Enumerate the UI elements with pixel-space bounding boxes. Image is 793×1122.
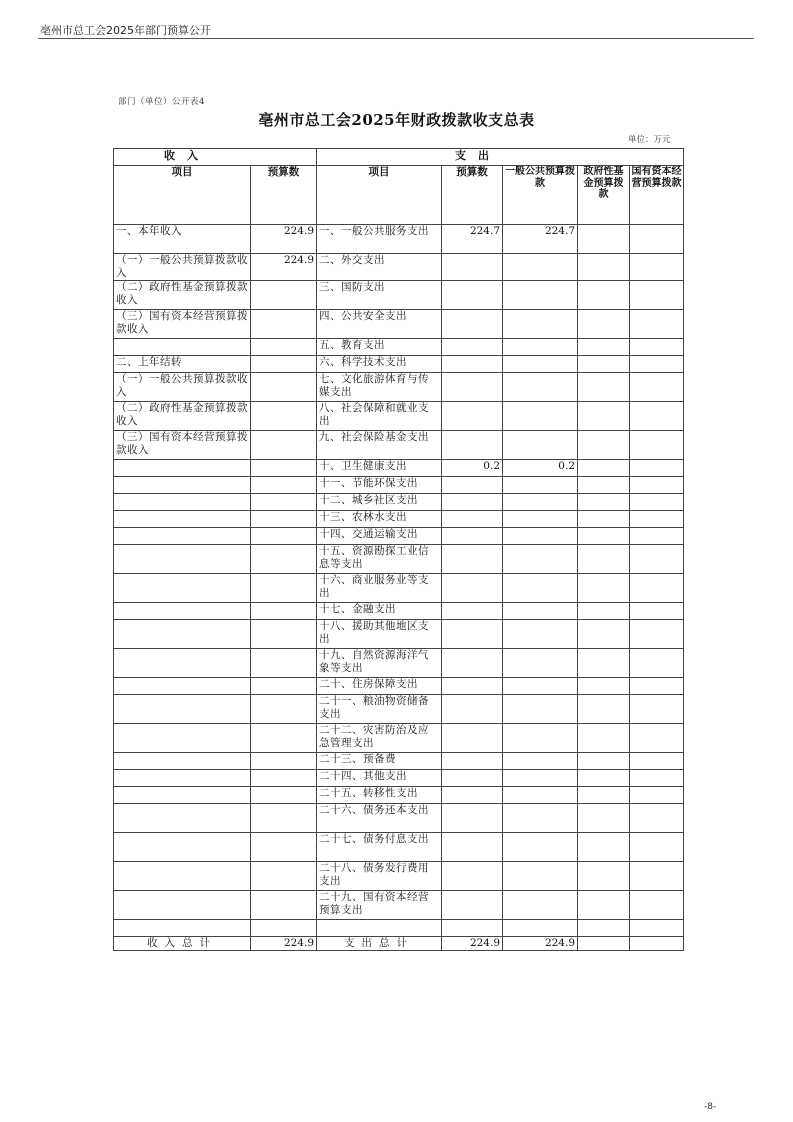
expense-budget-cell [442, 402, 503, 431]
table-row [114, 310, 684, 339]
fund-budget-cell [578, 225, 630, 254]
income-budget-cell [251, 920, 317, 937]
general-budget-cell [503, 511, 578, 528]
expense-item-cell [317, 920, 442, 937]
fund-budget-cell [578, 511, 630, 528]
general-budget-cell: 224.7 [503, 225, 578, 254]
expense-item-cell: 二十一、粮油物资储备支出 [317, 695, 442, 724]
fund-budget-cell [578, 494, 630, 511]
income-budget-cell [251, 804, 317, 833]
income-budget-cell [251, 402, 317, 431]
income-budget-cell [251, 574, 317, 603]
expense-item-cell: 十四、交通运输支出 [317, 528, 442, 545]
income-budget-cell [251, 603, 317, 620]
table-row [114, 620, 684, 649]
table-row [114, 753, 684, 770]
table-row [114, 724, 684, 753]
fund-budget-cell [578, 649, 630, 678]
general-budget-cell [503, 920, 578, 937]
general-budget-cell [503, 431, 578, 460]
state-capital-budget-cell [630, 402, 684, 431]
general-budget-cell [503, 254, 578, 281]
general-budget-cell: 0.2 [503, 460, 578, 477]
income-budget-cell [251, 724, 317, 753]
fund-budget-cell [578, 339, 630, 356]
fund-budget-cell [578, 920, 630, 937]
fund-budget-cell [578, 787, 630, 804]
state-capital-budget-cell [630, 494, 684, 511]
income-item-cell [114, 649, 251, 678]
table-row [114, 431, 684, 460]
income-budget-cell: 224.9 [251, 254, 317, 281]
income-item-cell: （二）政府性基金预算拨款收入 [114, 402, 251, 431]
expense-group-header: 支 出 [317, 149, 684, 166]
state-capital-budget-cell [630, 528, 684, 545]
fund-budget-cell [578, 574, 630, 603]
table-row [114, 356, 684, 373]
expense-item-cell: 十、卫生健康支出 [317, 460, 442, 477]
state-capital-budget-cell [630, 373, 684, 402]
income-item-cell [114, 724, 251, 753]
expense-budget-cell: 224.7 [442, 225, 503, 254]
state-capital-budget-cell [630, 339, 684, 356]
income-item-cell [114, 770, 251, 787]
expense-budget-cell [442, 695, 503, 724]
income-budget-cell [251, 649, 317, 678]
table-row [114, 254, 684, 281]
expense-item-cell: 二十四、其他支出 [317, 770, 442, 787]
fund-budget-cell [578, 356, 630, 373]
state-capital-budget-cell [630, 545, 684, 574]
general-budget-cell [503, 678, 578, 695]
table-tag: 部门（单位）公开表4 [118, 97, 205, 107]
general-budget-cell [503, 724, 578, 753]
income-item-cell: 一、本年收入 [114, 225, 251, 254]
expense-budget-cell [442, 770, 503, 787]
table-row [114, 511, 684, 528]
income-budget-cell [251, 833, 317, 862]
income-item-cell: （一）一般公共预算拨款收入 [114, 373, 251, 402]
state-capital-budget-cell [630, 620, 684, 649]
income-item-cell [114, 603, 251, 620]
expense-item-cell: 十三、农林水支出 [317, 511, 442, 528]
expense-budget-cell [442, 649, 503, 678]
state-capital-budget-cell [630, 920, 684, 937]
general-budget-cell [503, 649, 578, 678]
income-item-cell [114, 620, 251, 649]
expense-budget-cell [442, 753, 503, 770]
general-budget-cell [503, 891, 578, 920]
table-row [114, 804, 684, 833]
col-expense-budget: 预算数 [442, 166, 503, 225]
table-row [114, 477, 684, 494]
income-budget-cell [251, 310, 317, 339]
expense-budget-cell [442, 804, 503, 833]
expense-item-cell: 一、一般公共服务支出 [317, 225, 442, 254]
income-budget-cell [251, 770, 317, 787]
state-capital-budget-cell [630, 310, 684, 339]
income-budget-cell [251, 477, 317, 494]
state-capital-budget-cell [630, 254, 684, 281]
table-row [114, 770, 684, 787]
expense-budget-cell [442, 891, 503, 920]
general-budget-cell [503, 494, 578, 511]
unit-label: 单位：万元 [628, 135, 671, 145]
income-item-cell [114, 339, 251, 356]
state-capital-budget-cell [630, 649, 684, 678]
state-capital-budget-cell [630, 678, 684, 695]
income-budget-cell [251, 545, 317, 574]
expense-budget-cell [442, 920, 503, 937]
general-budget-cell [503, 356, 578, 373]
expense-item-cell: 十七、金融支出 [317, 603, 442, 620]
state-capital-budget-cell [630, 603, 684, 620]
expense-item-cell: 二十二、灾害防治及应急管理支出 [317, 724, 442, 753]
table-row [114, 225, 684, 254]
fund-budget-cell [578, 460, 630, 477]
income-group-header: 收 入 [114, 149, 317, 166]
general-budget-cell [503, 787, 578, 804]
general-budget-cell [503, 545, 578, 574]
col-expense-item: 项目 [317, 166, 442, 225]
fund-budget-cell [578, 620, 630, 649]
income-budget-cell [251, 620, 317, 649]
income-total-value: 224.9 [251, 937, 317, 951]
table-row [114, 494, 684, 511]
expense-item-cell: 二、外交支出 [317, 254, 442, 281]
general-budget-cell [503, 339, 578, 356]
expense-budget-cell [442, 545, 503, 574]
table-row [114, 678, 684, 695]
state-total-value [630, 937, 684, 951]
table-row [114, 460, 684, 477]
state-capital-budget-cell [630, 753, 684, 770]
income-item-cell [114, 891, 251, 920]
income-item-cell [114, 678, 251, 695]
group-header-row [114, 149, 684, 166]
fund-budget-cell [578, 695, 630, 724]
table-row [114, 862, 684, 891]
table-row [114, 545, 684, 574]
income-item-cell [114, 574, 251, 603]
expense-budget-cell [442, 511, 503, 528]
table-row [114, 787, 684, 804]
table-row [114, 603, 684, 620]
income-item-cell [114, 833, 251, 862]
expense-item-cell: 十五、资源勘探工业信息等支出 [317, 545, 442, 574]
state-capital-budget-cell [630, 787, 684, 804]
fund-budget-cell [578, 402, 630, 431]
expense-budget-cell [442, 787, 503, 804]
expense-item-cell: 六、科学技术支出 [317, 356, 442, 373]
expense-budget-cell [442, 254, 503, 281]
expense-budget-cell [442, 494, 503, 511]
state-capital-budget-cell [630, 862, 684, 891]
expense-item-cell: 二十三、预备费 [317, 753, 442, 770]
table-row [114, 833, 684, 862]
income-item-cell [114, 460, 251, 477]
state-capital-budget-cell [630, 477, 684, 494]
general-budget-cell [503, 477, 578, 494]
income-item-cell [114, 545, 251, 574]
income-budget-cell [251, 787, 317, 804]
fund-total-value [578, 937, 630, 951]
expense-budget-cell [442, 339, 503, 356]
income-budget-cell [251, 494, 317, 511]
income-budget-cell [251, 281, 317, 310]
expense-item-cell: 二十六、债务还本支出 [317, 804, 442, 833]
general-budget-cell [503, 574, 578, 603]
budget-table-body [114, 225, 684, 937]
general-budget-cell [503, 528, 578, 545]
general-budget-cell [503, 402, 578, 431]
fund-budget-cell [578, 678, 630, 695]
general-budget-cell [503, 603, 578, 620]
general-budget-cell [503, 833, 578, 862]
general-budget-cell [503, 281, 578, 310]
fund-budget-cell [578, 724, 630, 753]
expense-item-cell: 二十八、债务发行费用支出 [317, 862, 442, 891]
col-state-capital-budget: 国有资本经营预算拨款 [630, 166, 684, 225]
fund-budget-cell [578, 310, 630, 339]
income-budget-cell [251, 862, 317, 891]
expense-budget-cell [442, 373, 503, 402]
fund-budget-cell [578, 528, 630, 545]
fund-budget-cell [578, 770, 630, 787]
state-capital-budget-cell [630, 695, 684, 724]
expense-budget-cell [442, 477, 503, 494]
expense-item-cell: 二十五、转移性支出 [317, 787, 442, 804]
income-budget-cell [251, 695, 317, 724]
income-item-cell [114, 753, 251, 770]
income-item-cell: （一）一般公共预算拨款收入 [114, 254, 251, 281]
expense-budget-cell [442, 620, 503, 649]
fund-budget-cell [578, 603, 630, 620]
expense-item-cell: 五、教育支出 [317, 339, 442, 356]
income-item-cell: （三）国有资本经营预算拨款收入 [114, 310, 251, 339]
total-row [114, 937, 684, 951]
col-income-budget: 预算数 [251, 166, 317, 225]
fund-budget-cell [578, 753, 630, 770]
income-item-cell: （二）政府性基金预算拨款收入 [114, 281, 251, 310]
table-row [114, 402, 684, 431]
income-item-cell [114, 511, 251, 528]
table-row [114, 649, 684, 678]
state-capital-budget-cell [630, 356, 684, 373]
fund-budget-cell [578, 477, 630, 494]
expense-budget-cell [442, 724, 503, 753]
page-header: 亳州市总工会2025年部门预算公开 [40, 24, 211, 37]
table-row [114, 281, 684, 310]
fund-budget-cell [578, 373, 630, 402]
expense-total-value: 224.9 [442, 937, 503, 951]
general-budget-cell [503, 770, 578, 787]
expense-item-cell: 十九、自然资源海洋气象等支出 [317, 649, 442, 678]
income-item-cell [114, 804, 251, 833]
income-item-cell [114, 477, 251, 494]
state-capital-budget-cell [630, 770, 684, 787]
expense-item-cell: 八、社会保障和就业支出 [317, 402, 442, 431]
income-budget-cell [251, 891, 317, 920]
expense-item-cell: 四、公共安全支出 [317, 310, 442, 339]
expense-budget-cell [442, 281, 503, 310]
state-capital-budget-cell [630, 574, 684, 603]
general-total-value: 224.9 [503, 937, 578, 951]
expense-budget-cell [442, 431, 503, 460]
expense-budget-cell [442, 603, 503, 620]
expense-item-cell: 二十九、国有资本经营预算支出 [317, 891, 442, 920]
expense-budget-cell [442, 356, 503, 373]
page-number: -8- [704, 1102, 717, 1112]
expense-budget-cell [442, 678, 503, 695]
col-fund-budget: 政府性基金预算拨款 [578, 166, 630, 225]
income-budget-cell [251, 460, 317, 477]
fund-budget-cell [578, 804, 630, 833]
page-title: 亳州市总工会2025年财政拨款收支总表 [258, 111, 535, 129]
state-capital-budget-cell [630, 460, 684, 477]
income-item-cell [114, 494, 251, 511]
expense-budget-cell: 0.2 [442, 460, 503, 477]
expense-budget-cell [442, 528, 503, 545]
expense-item-cell: 七、文化旅游体育与传媒支出 [317, 373, 442, 402]
state-capital-budget-cell [630, 833, 684, 862]
general-budget-cell [503, 310, 578, 339]
income-budget-cell [251, 431, 317, 460]
expense-budget-cell [442, 862, 503, 891]
expense-item-cell: 三、国防支出 [317, 281, 442, 310]
state-capital-budget-cell [630, 724, 684, 753]
state-capital-budget-cell [630, 511, 684, 528]
state-capital-budget-cell [630, 225, 684, 254]
col-general-budget: 一般公共预算拨款 [503, 166, 578, 225]
expense-item-cell: 十一、节能环保支出 [317, 477, 442, 494]
income-item-cell: 二、上年结转 [114, 356, 251, 373]
income-item-cell: （三）国有资本经营预算拨款收入 [114, 431, 251, 460]
expense-budget-cell [442, 310, 503, 339]
income-item-cell [114, 787, 251, 804]
expense-item-cell: 二十七、债务付息支出 [317, 833, 442, 862]
general-budget-cell [503, 695, 578, 724]
state-capital-budget-cell [630, 804, 684, 833]
fund-budget-cell [578, 833, 630, 862]
income-item-cell [114, 695, 251, 724]
state-capital-budget-cell [630, 281, 684, 310]
table-row [114, 339, 684, 356]
state-capital-budget-cell [630, 891, 684, 920]
income-budget-cell [251, 511, 317, 528]
income-budget-cell: 224.9 [251, 225, 317, 254]
general-budget-cell [503, 373, 578, 402]
column-header-row [114, 166, 684, 225]
general-budget-cell [503, 862, 578, 891]
income-item-cell [114, 528, 251, 545]
general-budget-cell [503, 804, 578, 833]
income-budget-cell [251, 753, 317, 770]
income-item-cell [114, 862, 251, 891]
income-budget-cell [251, 373, 317, 402]
expense-total-label: 支出总计 [317, 937, 442, 951]
expense-item-cell: 九、社会保险基金支出 [317, 431, 442, 460]
expense-item-cell: 十二、城乡社区支出 [317, 494, 442, 511]
income-budget-cell [251, 339, 317, 356]
budget-table [113, 148, 684, 951]
general-budget-cell [503, 753, 578, 770]
general-budget-cell [503, 620, 578, 649]
fund-budget-cell [578, 254, 630, 281]
income-budget-cell [251, 356, 317, 373]
expense-item-cell: 十八、援助其他地区支出 [317, 620, 442, 649]
income-total-label: 收入总计 [114, 937, 251, 951]
fund-budget-cell [578, 545, 630, 574]
income-item-cell [114, 920, 251, 937]
table-row [114, 891, 684, 920]
expense-budget-cell [442, 574, 503, 603]
fund-budget-cell [578, 862, 630, 891]
expense-item-cell: 十六、商业服务业等支出 [317, 574, 442, 603]
header-divider [38, 38, 754, 39]
table-row [114, 373, 684, 402]
income-budget-cell [251, 528, 317, 545]
col-income-item: 项目 [114, 166, 251, 225]
expense-item-cell: 二十、住房保障支出 [317, 678, 442, 695]
table-row [114, 574, 684, 603]
expense-budget-cell [442, 833, 503, 862]
fund-budget-cell [578, 281, 630, 310]
table-row [114, 920, 684, 937]
table-row [114, 528, 684, 545]
fund-budget-cell [578, 891, 630, 920]
state-capital-budget-cell [630, 431, 684, 460]
income-budget-cell [251, 678, 317, 695]
fund-budget-cell [578, 431, 630, 460]
table-row [114, 695, 684, 724]
